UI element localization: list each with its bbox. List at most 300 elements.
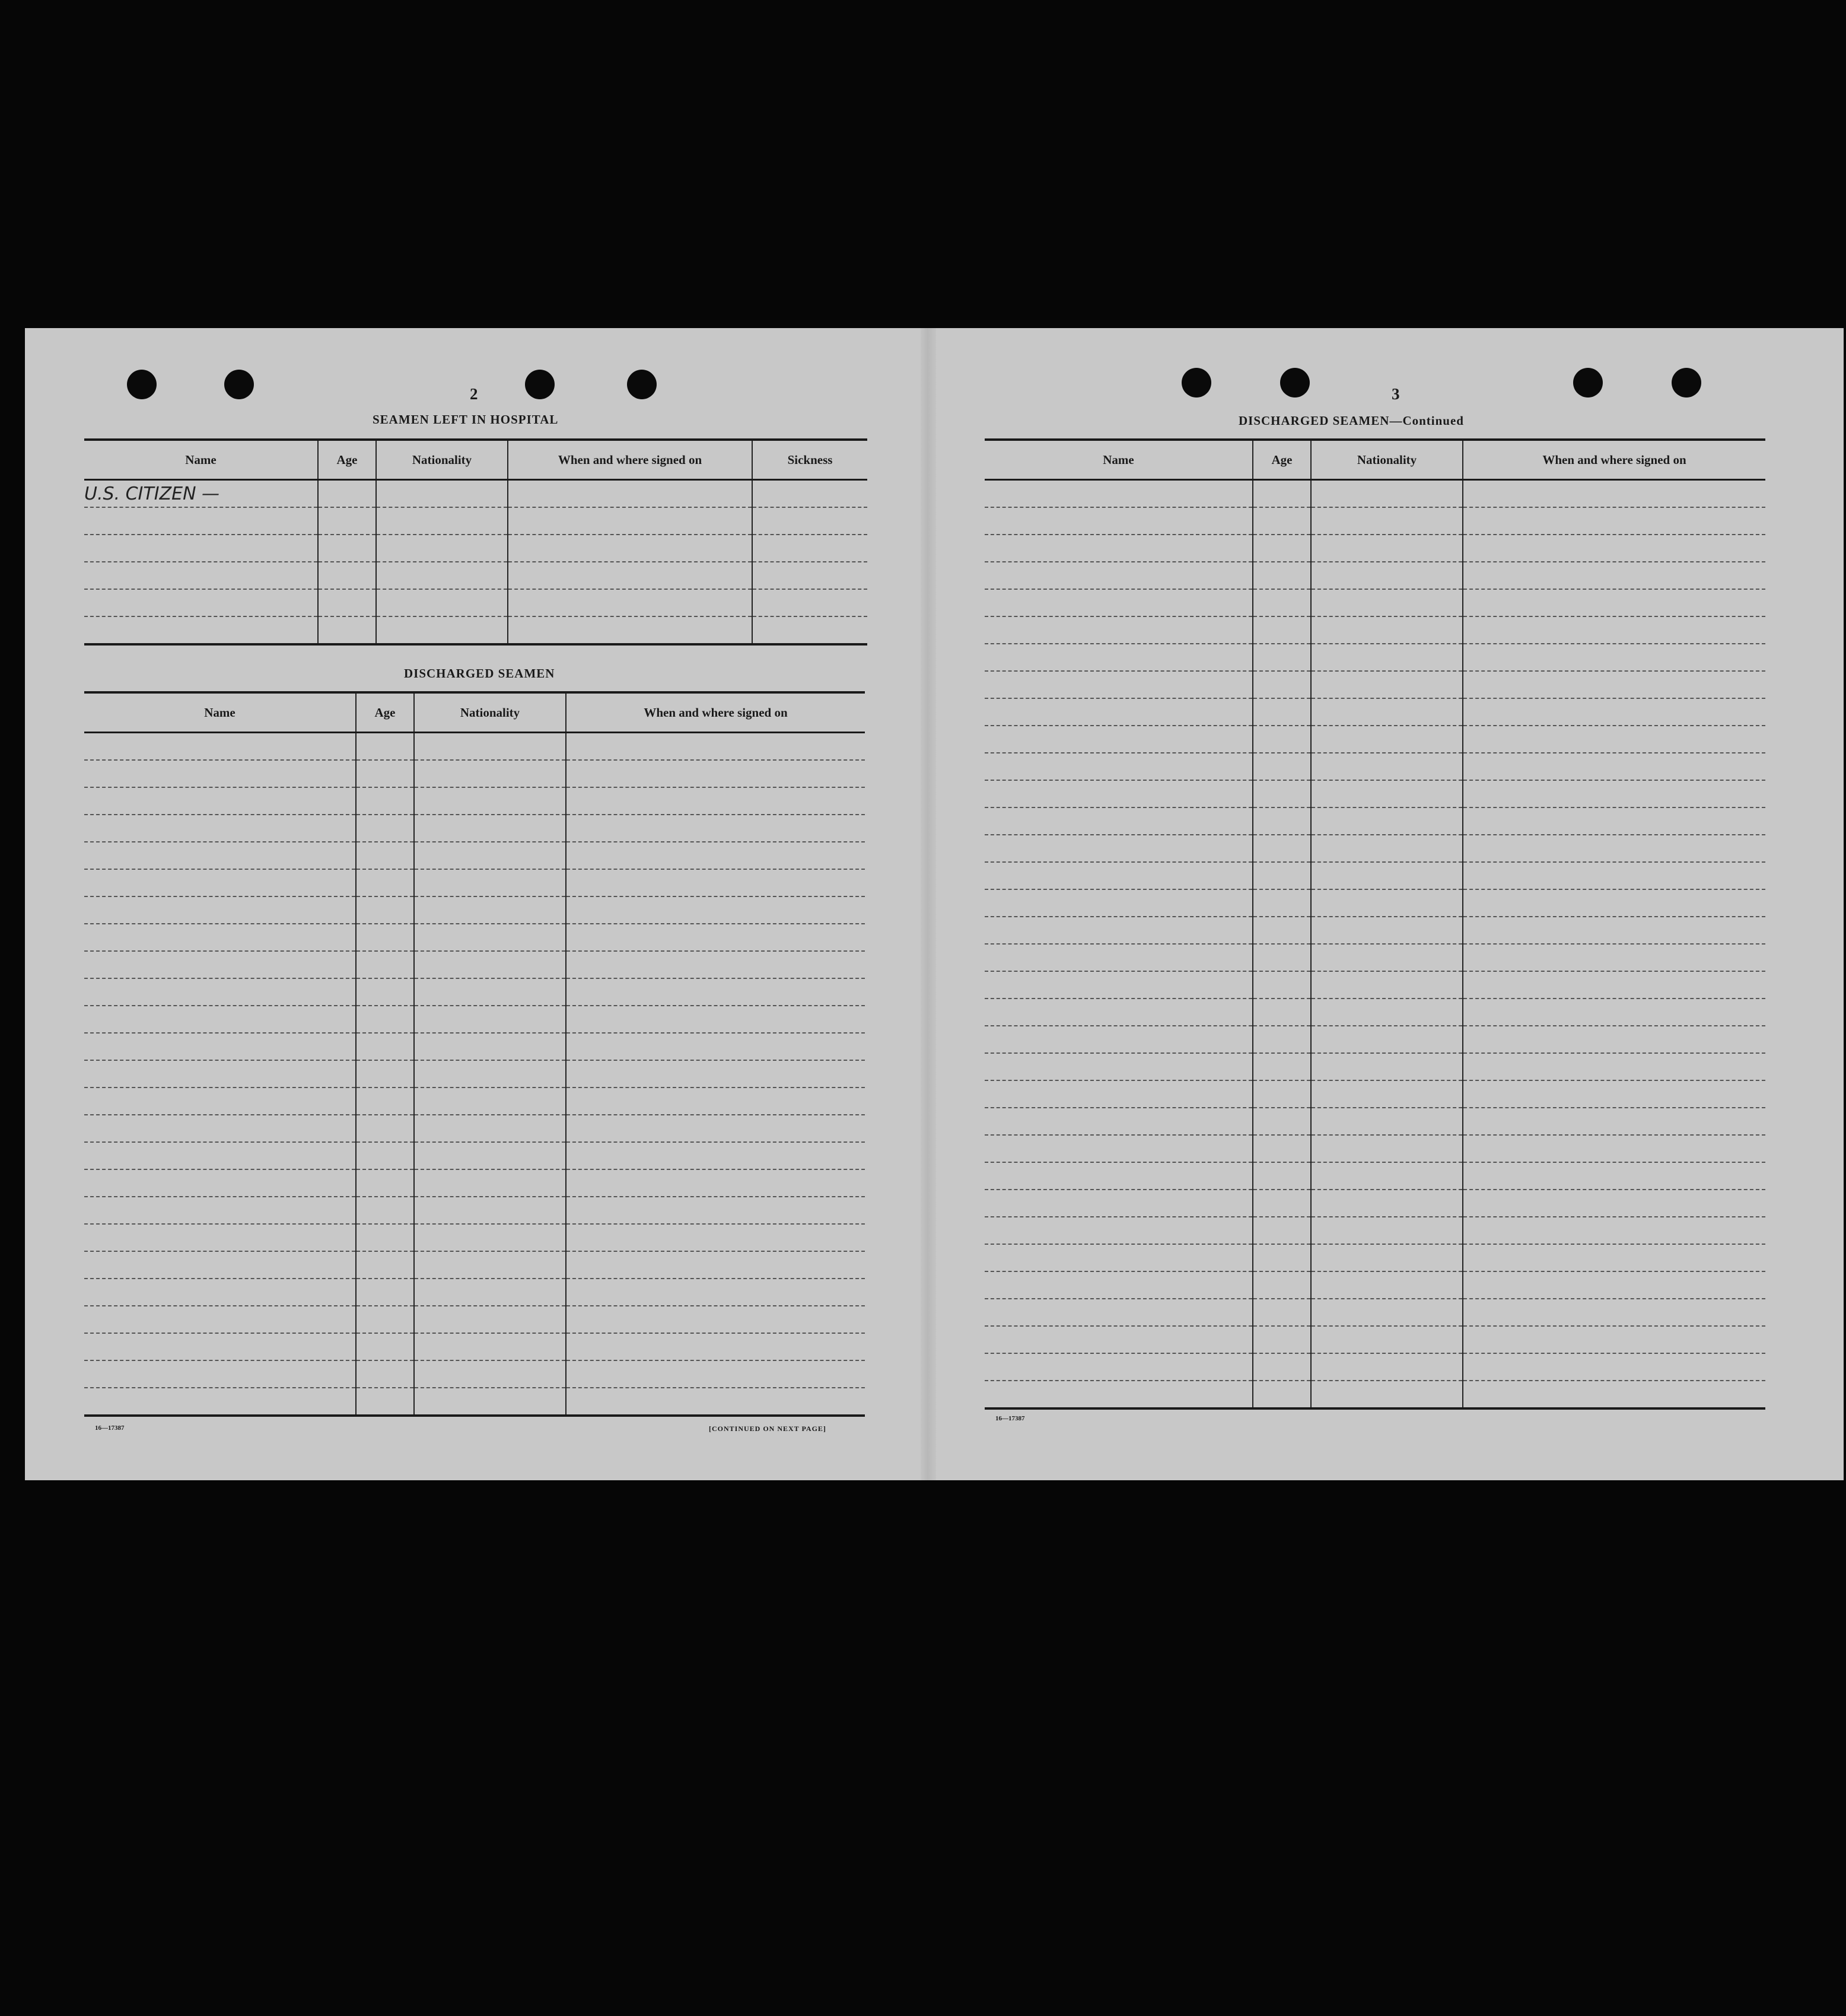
table-cell: [566, 815, 865, 842]
table-cell: [1311, 1162, 1463, 1190]
table-cell: [414, 787, 566, 815]
table-row: [985, 1080, 1765, 1108]
table-cell: [1311, 999, 1463, 1026]
table-cell: [414, 1251, 566, 1279]
table-cell: [318, 562, 376, 589]
table-row: [985, 971, 1765, 999]
table-cell: [1253, 889, 1311, 917]
table-cell: [1463, 480, 1765, 508]
table-cell: [1311, 1271, 1463, 1299]
table-cell: [1311, 862, 1463, 889]
table-cell: [356, 869, 414, 896]
table-cell: [84, 562, 318, 589]
table-cell: [1463, 1053, 1765, 1080]
column-header: Age: [318, 440, 376, 480]
table-cell: [566, 896, 865, 924]
table-cell: [414, 1060, 566, 1088]
document-sheet: [25, 328, 1844, 1480]
table-cell: [985, 1053, 1253, 1080]
table-cell: [414, 815, 566, 842]
table-cell: [1463, 507, 1765, 535]
column-header: Age: [356, 692, 414, 733]
table-cell: [356, 1169, 414, 1197]
table-row: [985, 1190, 1765, 1217]
table-cell: [318, 589, 376, 616]
column-header: Nationality: [1311, 440, 1463, 480]
table-row: [84, 1115, 865, 1142]
table-cell: [985, 780, 1253, 807]
table-row: [84, 1033, 865, 1060]
table-cell: [84, 616, 318, 644]
table-cell: [84, 1306, 356, 1333]
table-cell: [1253, 1244, 1311, 1271]
table-cell: [414, 1006, 566, 1033]
table-row: [985, 1299, 1765, 1326]
table-cell: [1253, 1162, 1311, 1190]
table-cell: [414, 1333, 566, 1360]
table-cell: [1311, 726, 1463, 753]
table-cell: [985, 644, 1253, 671]
table-cell: [1253, 780, 1311, 807]
table-cell: [985, 1299, 1253, 1326]
table-cell: [318, 616, 376, 644]
table-cell: [84, 1197, 356, 1224]
table-cell: [1311, 1026, 1463, 1053]
table-cell: [1463, 971, 1765, 999]
table-row: [84, 896, 865, 924]
table-cell: [566, 1333, 865, 1360]
table-row: [985, 999, 1765, 1026]
table-cell: [84, 1006, 356, 1033]
table-cell: [84, 507, 318, 535]
table-cell: [1311, 1353, 1463, 1381]
table-cell: [752, 589, 867, 616]
table-cell: [414, 1360, 566, 1388]
table-cell: [985, 1217, 1253, 1244]
table-cell: [1253, 1271, 1311, 1299]
form-number: 16—17387: [95, 1424, 125, 1432]
table-cell: [84, 1033, 356, 1060]
table-cell: [1463, 917, 1765, 944]
table-cell: [1463, 1080, 1765, 1108]
table-cell: [1311, 671, 1463, 698]
table-row: [84, 1142, 865, 1169]
table-cell: [1253, 1381, 1311, 1408]
table-cell: [1311, 1080, 1463, 1108]
table-row: [84, 1306, 865, 1333]
table-cell: [1463, 1299, 1765, 1326]
table-cell: [1253, 1299, 1311, 1326]
table-row: [84, 589, 867, 616]
table-cell: [1463, 589, 1765, 616]
table-cell: [356, 815, 414, 842]
table-row: [985, 507, 1765, 535]
discharged-table: [84, 691, 865, 1417]
table-row: [84, 815, 865, 842]
column-header: When and where signed on: [566, 692, 865, 733]
table-cell: [1253, 507, 1311, 535]
table-cell: [566, 1306, 865, 1333]
table-cell: [985, 616, 1253, 644]
table-cell: [985, 671, 1253, 698]
hospital-section-title: SEAMEN LEFT IN HOSPITAL: [373, 412, 559, 427]
table-cell: [566, 787, 865, 815]
table-cell: [566, 924, 865, 951]
table-cell: [414, 1142, 566, 1169]
table-cell: [566, 1360, 865, 1388]
discharged-continued-section-title: DISCHARGED SEAMEN—Continued: [1239, 414, 1464, 428]
table-cell: [84, 1088, 356, 1115]
table-cell: [84, 733, 356, 761]
table-cell: [414, 869, 566, 896]
table-row: [985, 753, 1765, 780]
table-cell: [566, 1142, 865, 1169]
table-cell: [1311, 535, 1463, 562]
table-cell: [84, 815, 356, 842]
table-cell: [1463, 1135, 1765, 1162]
table-cell: [1311, 480, 1463, 508]
table-cell: [566, 1224, 865, 1251]
punch-hole: [127, 370, 157, 399]
right-page: [936, 328, 1844, 1480]
table-row: [985, 889, 1765, 917]
table-cell: [1253, 944, 1311, 971]
table-cell: [1463, 780, 1765, 807]
column-header: Name: [84, 440, 318, 480]
table-cell: [508, 562, 752, 589]
table-cell: [1311, 1299, 1463, 1326]
table-row: [985, 644, 1765, 671]
table-cell: [1463, 671, 1765, 698]
table-row: [84, 1224, 865, 1251]
table-cell: [985, 835, 1253, 862]
table-cell: [566, 1279, 865, 1306]
table-cell: [985, 562, 1253, 589]
table-cell: [566, 760, 865, 787]
table-cell: [508, 616, 752, 644]
table-cell: [985, 1381, 1253, 1408]
table-cell: [566, 1197, 865, 1224]
table-cell: [1463, 807, 1765, 835]
page-number: 2: [470, 385, 478, 403]
table-row: [84, 842, 865, 869]
table-cell: [1463, 1190, 1765, 1217]
table-cell: [356, 924, 414, 951]
table-row: [985, 480, 1765, 508]
table-cell: [1253, 862, 1311, 889]
table-cell: [414, 1197, 566, 1224]
column-header: When and where signed on: [1463, 440, 1765, 480]
punch-hole: [224, 370, 254, 399]
table-cell: [1253, 535, 1311, 562]
table-cell: [84, 1169, 356, 1197]
table-cell: [414, 1224, 566, 1251]
table-cell: [356, 896, 414, 924]
table-cell: [356, 1333, 414, 1360]
table-cell: [84, 1142, 356, 1169]
table-row: [985, 616, 1765, 644]
table-cell: [566, 1006, 865, 1033]
table-cell: [1253, 835, 1311, 862]
table-row: [84, 869, 865, 896]
discharged-section-title: DISCHARGED SEAMEN: [404, 666, 555, 681]
table-row: [985, 1244, 1765, 1271]
table-cell: [1311, 644, 1463, 671]
table-cell: [985, 999, 1253, 1026]
table-cell: [84, 787, 356, 815]
table-cell: [1253, 1026, 1311, 1053]
table-row: [985, 1271, 1765, 1299]
table-row: [84, 787, 865, 815]
table-row: [985, 1381, 1765, 1408]
table-cell: [84, 760, 356, 787]
table-cell: [566, 1388, 865, 1416]
table-cell: [566, 842, 865, 869]
table-row: [985, 835, 1765, 862]
table-cell: [985, 862, 1253, 889]
table-row: [985, 1162, 1765, 1190]
table-row: [84, 924, 865, 951]
table-cell: [1253, 726, 1311, 753]
table-row: [84, 1360, 865, 1388]
table-cell: [752, 562, 867, 589]
table-cell: [414, 1279, 566, 1306]
column-header: When and where signed on: [508, 440, 752, 480]
table-cell: [414, 1169, 566, 1197]
table-cell: [1253, 562, 1311, 589]
table-cell: [985, 1026, 1253, 1053]
table-cell: [566, 951, 865, 978]
table-cell: [376, 535, 508, 562]
table-cell: [752, 507, 867, 535]
punch-hole: [1672, 368, 1701, 398]
table-cell: [84, 896, 356, 924]
table-cell: [1253, 1135, 1311, 1162]
table-row: [985, 726, 1765, 753]
table-cell: [356, 733, 414, 761]
table-cell: [1253, 644, 1311, 671]
table-row: [985, 671, 1765, 698]
table-cell: [84, 1279, 356, 1306]
table-cell: [1253, 917, 1311, 944]
table-cell: [1463, 1108, 1765, 1135]
table-cell: [414, 842, 566, 869]
table-cell: [356, 1306, 414, 1333]
table-cell: [566, 1115, 865, 1142]
table-cell: [414, 978, 566, 1006]
table-cell: [1311, 835, 1463, 862]
punch-hole: [525, 370, 555, 399]
table-cell: [414, 1388, 566, 1416]
table-cell: [376, 480, 508, 508]
table-row: [84, 1169, 865, 1197]
table-cell: [1311, 1217, 1463, 1244]
table-cell: [84, 951, 356, 978]
table-cell: [1463, 1217, 1765, 1244]
table-row: [985, 917, 1765, 944]
table-cell: [84, 1333, 356, 1360]
table-cell: [1463, 698, 1765, 726]
table-cell: [508, 507, 752, 535]
table-row: [84, 1197, 865, 1224]
table-cell: [985, 726, 1253, 753]
table-cell: [1463, 726, 1765, 753]
table-row: [985, 1217, 1765, 1244]
table-cell: [508, 480, 752, 508]
table-cell: [84, 842, 356, 869]
table-cell: [1311, 589, 1463, 616]
table-cell: [356, 1360, 414, 1388]
table-cell: [356, 760, 414, 787]
table-cell: [1463, 1353, 1765, 1381]
table-cell: [356, 1224, 414, 1251]
table-cell: [985, 1162, 1253, 1190]
table-cell: [1463, 562, 1765, 589]
table-cell: [985, 535, 1253, 562]
table-cell: [985, 889, 1253, 917]
form-number: 16—17387: [995, 1415, 1025, 1422]
table-cell: [356, 1142, 414, 1169]
table-cell: [1253, 616, 1311, 644]
table-cell: [985, 1271, 1253, 1299]
table-row: [84, 535, 867, 562]
table-cell: [985, 507, 1253, 535]
table-cell: [1253, 1108, 1311, 1135]
table-cell: [356, 842, 414, 869]
column-header: Age: [1253, 440, 1311, 480]
table-cell: [356, 1279, 414, 1306]
table-cell: [508, 535, 752, 562]
table-row: [84, 507, 867, 535]
table-cell: [1253, 671, 1311, 698]
table-cell: [84, 1388, 356, 1416]
table-cell: [356, 1251, 414, 1279]
table-cell: [985, 753, 1253, 780]
table-cell: [414, 896, 566, 924]
table-cell: [356, 1006, 414, 1033]
table-cell: [1463, 1271, 1765, 1299]
table-cell: [985, 1108, 1253, 1135]
table-cell: [1463, 1026, 1765, 1053]
table-cell: [566, 1060, 865, 1088]
table-cell: [318, 535, 376, 562]
table-cell: [1311, 1108, 1463, 1135]
table-cell: [84, 589, 318, 616]
table-cell: [1311, 616, 1463, 644]
table-row: [84, 951, 865, 978]
table-row: [84, 733, 865, 761]
table-cell: [1463, 535, 1765, 562]
table-cell: [1463, 889, 1765, 917]
table-cell: [84, 1115, 356, 1142]
table-cell: [752, 616, 867, 644]
table-cell: [1463, 862, 1765, 889]
table-cell: [566, 733, 865, 761]
table-cell: [356, 1088, 414, 1115]
table-cell: [985, 698, 1253, 726]
table-cell: [985, 917, 1253, 944]
table-cell: [84, 869, 356, 896]
table-cell: [1463, 644, 1765, 671]
table-cell: [566, 1088, 865, 1115]
table-cell: [84, 1360, 356, 1388]
table-cell: [985, 1326, 1253, 1353]
table-cell: [1463, 835, 1765, 862]
page-number: 3: [1392, 385, 1400, 403]
table-cell: [1253, 971, 1311, 999]
table-cell: [414, 1306, 566, 1333]
table-cell: [84, 1251, 356, 1279]
table-row: [985, 1108, 1765, 1135]
table-cell: [1463, 1162, 1765, 1190]
hospital-table: [84, 438, 867, 645]
table-cell: [1311, 1190, 1463, 1217]
table-cell: [985, 480, 1253, 508]
punch-hole: [1280, 368, 1310, 398]
table-row: [84, 562, 867, 589]
table-cell: [1253, 807, 1311, 835]
table-cell: [1311, 507, 1463, 535]
table-cell: [1463, 753, 1765, 780]
table-row: [84, 1279, 865, 1306]
column-header: Name: [985, 440, 1253, 480]
table-cell: [985, 971, 1253, 999]
table-cell: [376, 589, 508, 616]
table-cell: [356, 1115, 414, 1142]
table-cell: [985, 944, 1253, 971]
table-cell: [1253, 1217, 1311, 1244]
table-cell: [376, 507, 508, 535]
table-cell: [1253, 589, 1311, 616]
table-cell: [84, 978, 356, 1006]
table-cell: [318, 480, 376, 508]
table-cell: [1311, 1244, 1463, 1271]
table-row: [985, 862, 1765, 889]
column-header: Nationality: [414, 692, 566, 733]
table-cell: [414, 1115, 566, 1142]
table-cell: [414, 1088, 566, 1115]
table-cell: [414, 924, 566, 951]
table-cell: [1311, 1135, 1463, 1162]
table-cell: [1311, 562, 1463, 589]
table-cell: [1253, 1326, 1311, 1353]
table-cell: [1311, 698, 1463, 726]
table-row: [84, 480, 867, 508]
table-cell: [1311, 889, 1463, 917]
table-cell: [1253, 999, 1311, 1026]
table-cell: [84, 924, 356, 951]
table-row: [84, 1388, 865, 1416]
table-row: [84, 616, 867, 644]
left-page: [25, 328, 927, 1480]
table-cell: [1463, 999, 1765, 1026]
table-cell: [356, 1197, 414, 1224]
table-cell: [356, 787, 414, 815]
table-cell: [1253, 1190, 1311, 1217]
table-row: [985, 1026, 1765, 1053]
table-row: [84, 1333, 865, 1360]
table-cell: [752, 535, 867, 562]
table-cell: [1253, 1053, 1311, 1080]
table-cell: [985, 1353, 1253, 1381]
table-cell: [414, 760, 566, 787]
table-cell: [414, 1033, 566, 1060]
table-cell: [1253, 1080, 1311, 1108]
table-row: [985, 1353, 1765, 1381]
table-cell: [414, 733, 566, 761]
table-cell: [318, 507, 376, 535]
table-cell: [1253, 480, 1311, 508]
